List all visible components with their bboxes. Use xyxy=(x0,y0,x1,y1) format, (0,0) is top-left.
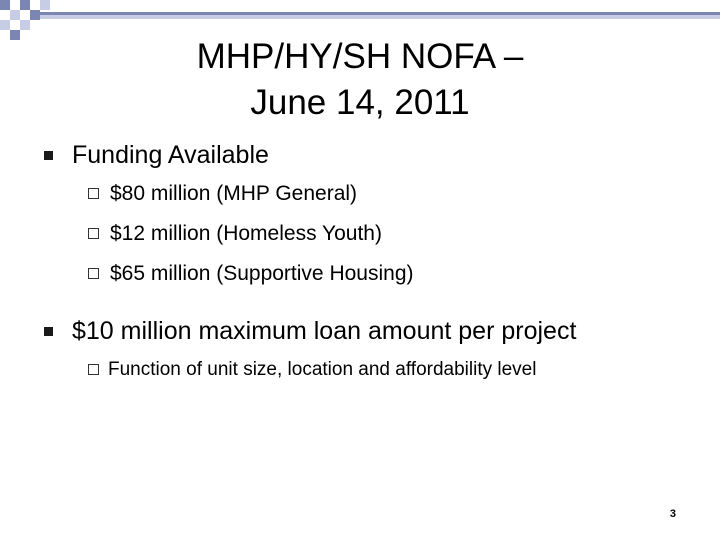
bullet-level1 xyxy=(40,316,710,346)
bullet-text: Funding Available xyxy=(72,141,269,169)
checkerboard-decoration xyxy=(0,0,60,44)
sub-item xyxy=(88,260,710,287)
sub-item xyxy=(88,220,710,247)
page-number: 3 xyxy=(669,508,676,520)
sub-item xyxy=(88,356,710,383)
bullet-loan-amount xyxy=(40,316,710,383)
checkbox-bullet-icon xyxy=(88,364,99,375)
square-bullet-icon xyxy=(44,327,53,336)
title-line-2: June 14, 2011 xyxy=(250,83,470,122)
sub-item xyxy=(88,180,710,207)
checkbox-bullet-icon xyxy=(88,188,99,199)
top-rule xyxy=(40,12,720,20)
sub-item-text: $12 million (Homeless Youth) xyxy=(110,222,382,245)
bullet-level1 xyxy=(40,140,710,170)
bullet-funding xyxy=(40,140,710,287)
sub-item-text: Function of unit size, location and affordability level xyxy=(108,359,537,380)
checkbox-bullet-icon xyxy=(88,228,99,239)
sub-item-text: $65 million (Supportive Housing) xyxy=(110,262,414,285)
checkbox-bullet-icon xyxy=(88,268,99,279)
bullet-text: $10 million maximum loan amount per project xyxy=(72,317,577,345)
sub-item-text: $80 million (MHP General) xyxy=(110,182,358,205)
title-line-1: MHP/HY/SH NOFA – xyxy=(196,37,524,76)
square-bullet-icon xyxy=(44,151,53,160)
slide-title xyxy=(120,34,600,126)
